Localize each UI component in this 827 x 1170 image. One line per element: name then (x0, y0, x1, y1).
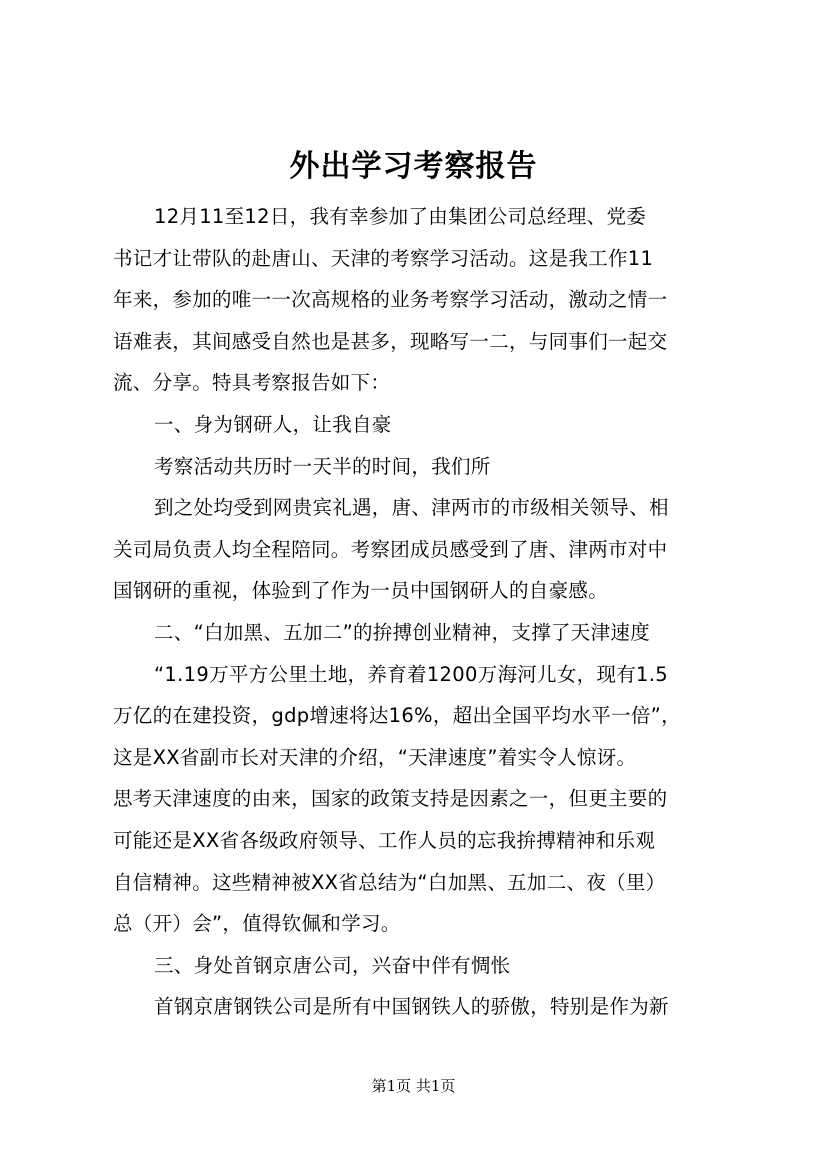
paragraph-line: 关司局负责人均全程陪同。考察团成员感受到了唐、津两市对中 (113, 537, 668, 561)
page-title: 外出学习考察报告 (289, 149, 538, 184)
paragraph-line: 年来，参加的唯一一次高规格的业务考察学习活动，激动之情一 (113, 288, 668, 312)
paragraph-line: 自信精神。这些精神被XX省总结为“白加黑、五加二、夜（里） (113, 870, 666, 894)
paragraph-line: 到之处均受到网贵宾礼遇，唐、津两市的市级相关领导、相 (154, 496, 669, 520)
paragraph-line: 12月11至12日，我有幸参加了由集团公司总经理、党委 (154, 205, 647, 228)
section-heading: 二、“白加黑、五加二”的拚搏创业精神，支撑了天津速度 (154, 620, 651, 644)
paragraph-line: 万亿的在建投资，gdp增速将达16%，超出全国平均水平一倍”， (113, 704, 681, 728)
paragraph-line: “1.19万平方公里土地，养育着1200万海河儿女，现有1.5 (154, 662, 668, 686)
page-footer: 第1页 共1页 (371, 1077, 456, 1095)
paragraph-line: 流、分享。特具考察报告如下： (113, 371, 391, 395)
paragraph-line: 思考天津速度的由来，国家的政策支持是因素之一，但更主要的 (113, 787, 668, 811)
paragraph-line: 首钢京唐钢铁公司是所有中国钢铁人的骄傲，特别是作为新 (154, 995, 669, 1019)
paragraph-line: 可能还是XX省各级政府领导、工作人员的忘我拚搏精神和乐观 (113, 828, 656, 852)
paragraph-line: 语难表，其间感受自然也是甚多，现略写一二，与同事们一起交 (113, 329, 668, 353)
paragraph-line: 国钢研的重视，体验到了作为一员中国钢研人的自豪感。 (113, 579, 609, 603)
section-heading: 三、身处首钢京唐公司，兴奋中伴有惆怅 (154, 953, 511, 977)
paragraph-line: 考察活动共历时一天半的时间，我们所 (154, 454, 491, 478)
paragraph-line: 书记才让带队的赴唐山、天津的考察学习活动。这是我工作11 (113, 246, 654, 270)
document-body (113, 196, 723, 1028)
paragraph-line: 这是XX省副市长对天津的介绍，“天津速度”着实令人惊讶。 (113, 745, 637, 769)
paragraph-line: 总（开）会”，值得钦佩和学习。 (113, 912, 401, 936)
section-heading: 一、身为钢研人，让我自豪 (154, 412, 392, 436)
